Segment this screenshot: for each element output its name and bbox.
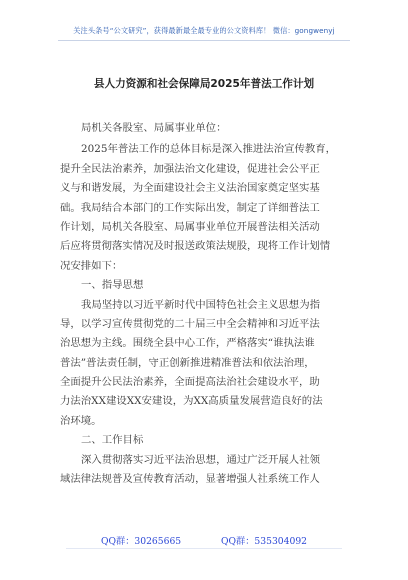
paragraph-line: 全面提升公民法治素养，全面提高法治社会建设水平，助 xyxy=(60,376,320,389)
paragraph-line: 普法”普法责任制，守正创新推进精准普法和依法治理， xyxy=(60,356,315,369)
paragraph-line: 我局坚持以习近平新时代中国特色社会主义思想为指 xyxy=(81,298,320,311)
header-divider xyxy=(58,40,350,41)
paragraph-line: 域法律法规普及宣传教育活动，显著增强人社系统工作人 xyxy=(60,473,320,486)
paragraph-line: 深入贯彻落实习近平法治思想，通过广泛开展人社领 xyxy=(81,453,320,466)
paragraph-line: 力法治XX建设XX安建设，为XX高质量发展营造良好的法 xyxy=(60,395,323,408)
paragraph-line: 治环境。 xyxy=(60,414,102,427)
document-title: 县人力资源和社会保障局2025年普法工作计划 xyxy=(93,78,315,90)
footer-qq-group-2: QQ群：535304092 xyxy=(220,536,308,547)
paragraph-line: 作计划，局机关各股室、局属事业单位开展普法相关活动 xyxy=(60,220,320,233)
footer-divider xyxy=(66,548,342,549)
paragraph-line: 导，以学习宣传贯彻党的二十届三中全会精神和习近平法 xyxy=(60,317,320,330)
section-heading: 二、工作目标 xyxy=(81,434,144,447)
paragraph-line: 治思想为主线。围绕全县中心工作，严格落实“谁执法谁 xyxy=(60,337,315,350)
paragraph-line: 提升全民法治素养，加强法治文化建设，促进社会公平正 xyxy=(60,162,320,175)
footer-contact xyxy=(0,533,408,547)
salutation: 局机关各股室、局属事业单位： xyxy=(81,122,227,134)
document-body xyxy=(60,119,352,489)
paragraph-line: 后应将贯彻落实情况及时报送政策法规股，现将工作计划情 xyxy=(60,240,331,253)
paragraph-line: 义与和谐发展，为全面建设社会主义法治国家奠定坚实基 xyxy=(60,182,320,195)
paragraph-line: 础。我局结合本部门的工作实际出发，制定了详细普法工 xyxy=(60,201,320,214)
footer-qq-group-1: QQ群：30265665 xyxy=(100,536,182,547)
section-heading: 一、指导思想 xyxy=(81,279,144,292)
paragraph-line: 2025年普法工作的总体目标是深入推进法治宣传教育， xyxy=(81,143,337,156)
paragraph-line: 况安排如下： xyxy=(60,259,123,272)
header-promo-note: 关注头条号“公文研究”，获得最新最全最专业的公文资料库！ 微信：gongwenyj xyxy=(73,26,335,35)
